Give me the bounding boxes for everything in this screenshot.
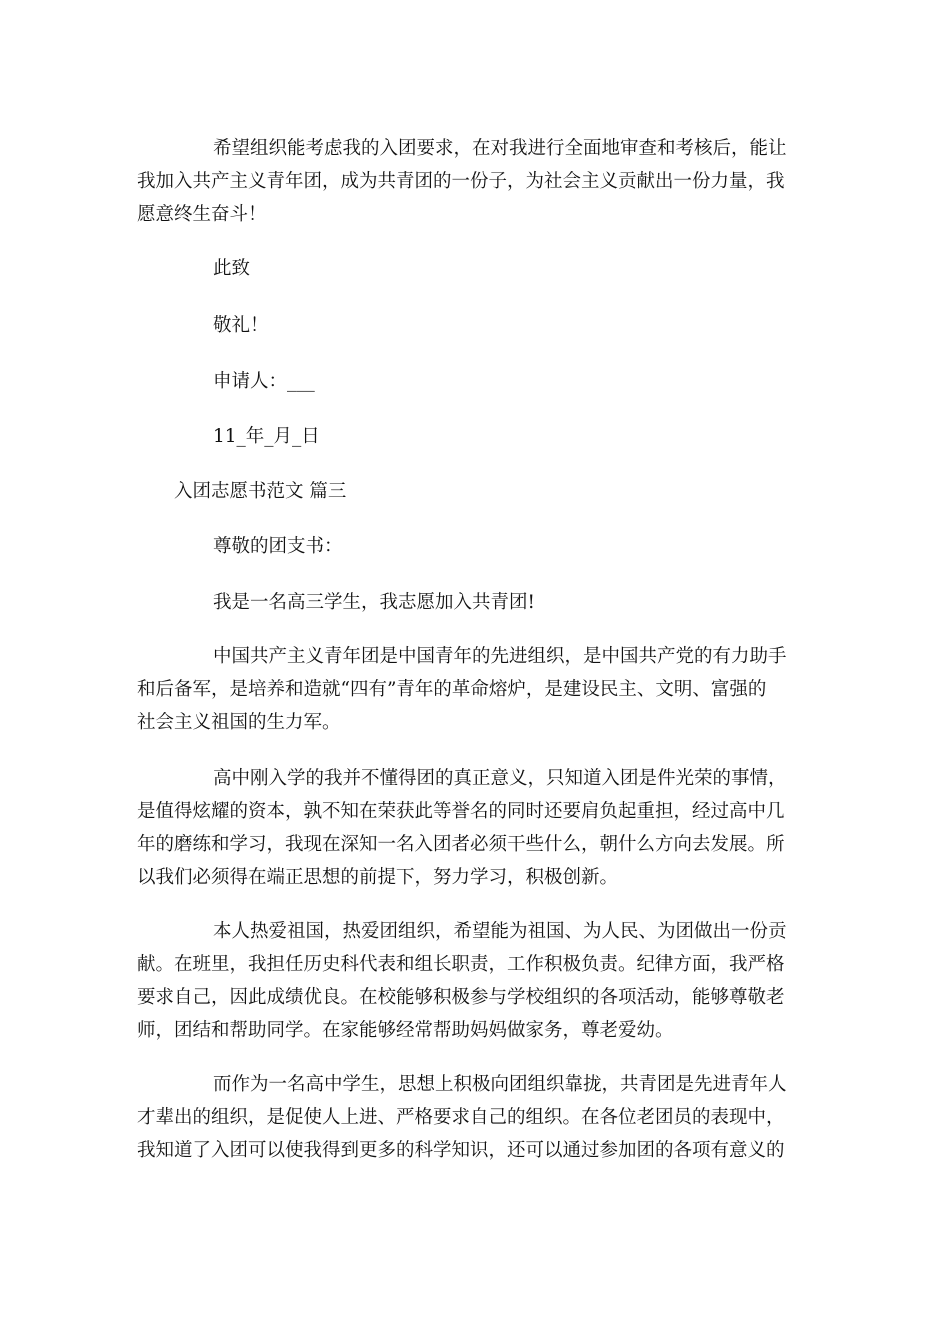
text-line: 本人热爱祖国，热爱团组织，希望能为祖国、为人民、为团做出一份贡 — [213, 921, 787, 942]
paragraph-self-description — [137, 915, 814, 1047]
text-line: 希望组织能考虑我的入团要求，在对我进行全面地审查和考核后，能让 — [213, 138, 787, 159]
text-line: 中国共产主义青年团是中国青年的先进组织，是中国共产党的有力助手 — [213, 646, 787, 667]
text-line: 我加入共产主义青年团，成为共青团的一份子，为社会主义贡献出一份力量，我 — [137, 171, 785, 192]
text-line: 高中刚入学的我并不懂得团的真正意义，只知道入团是件光荣的事情， — [213, 768, 787, 789]
salutation: 尊敬的团支书： — [213, 536, 343, 557]
paragraph-league-intro — [137, 640, 814, 739]
text-line: 是值得炫耀的资本，孰不知在荣获此等誉名的同时还要肩负起重担，经过高中几 — [137, 801, 785, 822]
text-line: 要求自己，因此成绩优良。在校能够积极参与学校组织的各项活动，能够尊敬老 — [137, 987, 785, 1008]
applicant-line: 申请人：___ — [213, 371, 315, 392]
text-line: 师，团结和帮助同学。在家能够经常帮助妈妈做家务，尊老爱幼。 — [137, 1020, 674, 1041]
paragraph-high-school — [137, 762, 814, 894]
text-line: 和后备军，是培养和造就“四有”青年的革命熔炉，是建设民主、文明、富强的 — [137, 679, 767, 700]
text-line: 社会主义祖国的生力军。 — [137, 712, 341, 733]
closing-cizhi: 此致 — [213, 258, 251, 279]
text-line: 而作为一名高中学生，思想上积极向团组织靠拢，共青团是先进青年人 — [213, 1074, 787, 1095]
section-heading: 入团志愿书范文 篇三 — [174, 481, 347, 502]
text-line: 我知道了入团可以使我得到更多的科学知识，还可以通过参加团的各项有意义的 — [137, 1140, 785, 1161]
text-line: 愿意终生奋斗！ — [137, 204, 267, 225]
closing-jingli: 敬礼！ — [213, 315, 269, 336]
text-line: 以我们必须得在端正思想的前提下，努力学习，积极创新。 — [137, 867, 619, 888]
text-line: 才辈出的组织，是促使人上进、严格要求自己的组织。在各位老团员的表现中， — [137, 1107, 785, 1128]
paragraph-thoughts — [137, 1068, 814, 1167]
paragraph-hope — [137, 132, 814, 231]
intro-line: 我是一名高三学生，我志愿加入共青团! — [213, 592, 535, 613]
date-line: 11_年_月_日 — [213, 426, 320, 447]
text-line: 年的磨练和学习，我现在深知一名入团者必须干些什么，朝什么方向去发展。所 — [137, 834, 785, 855]
text-line: 献。在班里，我担任历史科代表和组长职责，工作积极负责。纪律方面，我严格 — [137, 954, 785, 975]
